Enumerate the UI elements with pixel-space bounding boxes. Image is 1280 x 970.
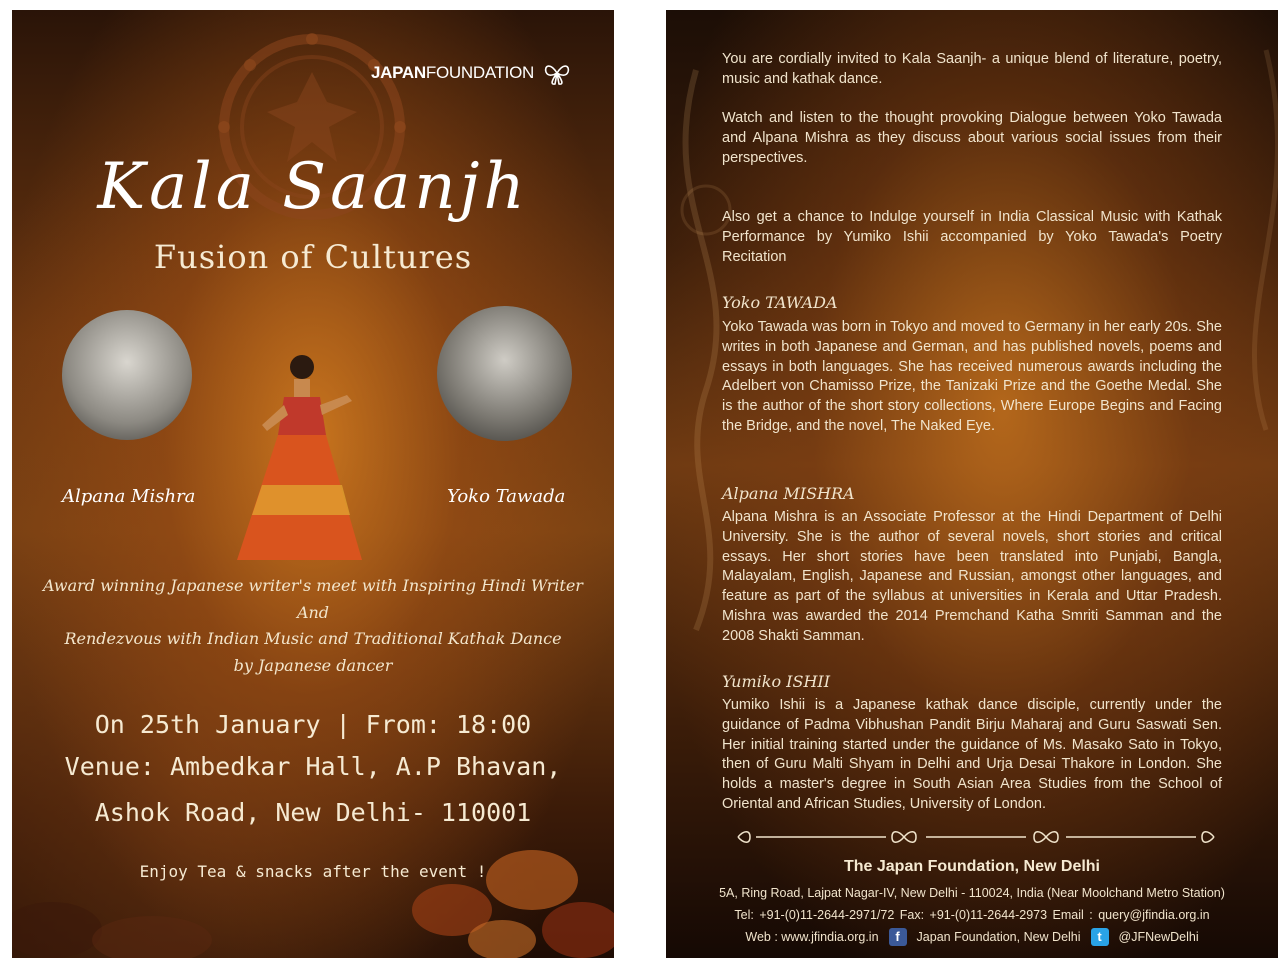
portrait-right-name: Yoko Tawada: [447, 486, 566, 507]
event-venue-line1: Venue: Ambedkar Hall, A.P Bhavan,: [64, 752, 562, 781]
blurb-line: Award winning Japanese writer's meet with Inspiring Hindi Writer: [43, 576, 583, 595]
performance-text: Also get a chance to Indulge yourself in India Classical Music with Kathak Performance by Yumiko Ishii accompanied by Yoko Tawada's Poetry Recitation: [722, 209, 1222, 265]
flyer-front: [12, 10, 614, 958]
website-link[interactable]: Web : www.jfindia.org.in: [745, 930, 879, 944]
blurb-line: And: [296, 602, 330, 622]
facebook-icon: f: [889, 928, 907, 946]
flyer-back: [666, 10, 1278, 958]
bio-text: Yoko Tawada was born in Tokyo and moved to Germany in her early 20s. She writes in both Japanese and German, and has published novels, poems and essays in both languages. She has received numerous awards including the Adelbert von Chamisso Prize, the Tanizaki Prize and the Goethe Medal. She is the author of the short story collections, Where Europe Begins and Facing the Bridge, and the novel, The Naked Eye.: [722, 319, 1222, 434]
yoko-tawada-portrait: [437, 306, 572, 441]
bio-text: Alpana Mishra is an Associate Professor at the Hindi Department of Delhi University. She is the author of several novels, short stories and critical essays. Her short stories have been translated into Punjabi, Bangla, Malayalam, English, Japanese and Russian, amongst other languages, and feature as part of the syllabus at universities in Kerala and Uttar Pradesh. Mishra was awarded the 2014 Premchand Katha Smriti Samman and the 2008 Shakti Samman.: [722, 509, 1222, 644]
japan-foundation-logo: JAPANFOUNDATION: [371, 60, 572, 86]
foundation-butterfly-icon: [542, 60, 572, 86]
web-social-row: [666, 928, 1278, 946]
ornamental-divider: [736, 828, 1216, 846]
organization-name: The Japan Foundation, New Delhi: [843, 858, 1100, 875]
kathak-dancer-image: [222, 345, 372, 570]
refreshments-note: Enjoy Tea & snacks after the event !: [139, 862, 487, 881]
invitation-text: You are cordially invited to Kala Saanjh- a unique blend of literature, poetry, music and kathak dance.: [722, 51, 1222, 87]
bio-heading: Yoko TAWADA: [722, 293, 838, 312]
facebook-link[interactable]: Japan Foundation, New Delhi: [916, 930, 1081, 944]
alpana-mishra-portrait: [62, 310, 192, 440]
contact-info: Tel: +91-(0)11-2644-2971/72 Fax: +91-(0)11-2644-2973 Email : query@jfindia.org.in: [734, 908, 1210, 922]
event-title: Kala Saanjh: [97, 150, 529, 224]
portrait-left-name: Alpana Mishra: [62, 486, 196, 507]
bio-heading: Alpana MISHRA: [722, 484, 855, 503]
twitter-icon: t: [1091, 928, 1109, 946]
event-date-time: On 25th January | From: 18:00: [94, 710, 532, 739]
event-subtitle: Fusion of Cultures: [153, 238, 473, 276]
blurb-line: by Japanese dancer: [233, 655, 393, 675]
bio-text: Yumiko Ishii is a Japanese kathak dance disciple, currently under the guidance of Padma Vibhushan Pandit Birju Maharaj and Guru Saswati Sen. Her initial training started under the guidance of Ms. Masako Sato in Tokyo, then of Guru Malti Shyam in Delhi and Urja Desai Thakore in London. She holds a master's degree in South Asian Area Studies from the School of Oriental and African Studies, University of London.: [722, 697, 1222, 812]
twitter-link[interactable]: @JFNewDelhi: [1118, 930, 1199, 944]
blurb-line: Rendezvous with Indian Music and Traditional Kathak Dance: [64, 629, 562, 648]
decorative-leaves: [12, 870, 232, 958]
event-description: [12, 573, 614, 679]
bio-heading: Yumiko ISHII: [722, 672, 831, 691]
dialogue-text: Watch and listen to the thought provoking Dialogue between Yoko Tawada and Alpana Mishra as they discuss about various social issues from their perspectives.: [722, 110, 1222, 166]
organization-address: 5A, Ring Road, Lajpat Nagar-IV, New Delhi - 110024, India (Near Moolchand Metro Station): [719, 886, 1225, 900]
decorative-flowers: [392, 810, 614, 958]
event-venue-line2: Ashok Road, New Delhi- 110001: [94, 798, 532, 827]
